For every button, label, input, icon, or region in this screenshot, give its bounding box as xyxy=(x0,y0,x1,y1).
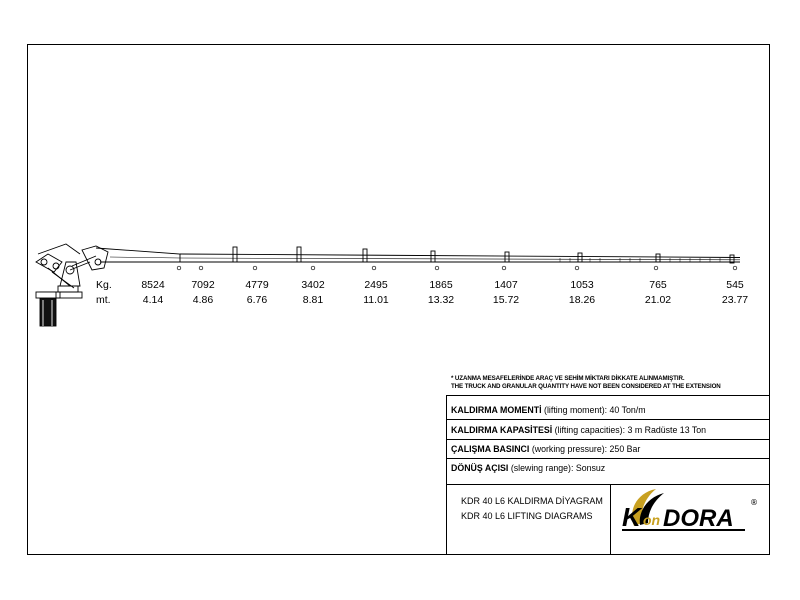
kg-value: 1053 xyxy=(570,279,594,291)
spec-lifting-capacity xyxy=(451,425,706,435)
spec-working-pressure xyxy=(451,444,640,454)
mt-value: 4.86 xyxy=(192,294,214,306)
note-english: THE TRUCK AND GRANULAR QUANTITY HAVE NOT BEEN CONSIDERED AT THE EXTENSION xyxy=(451,383,721,390)
kg-value: 4779 xyxy=(245,279,269,291)
outer-boom xyxy=(96,248,180,262)
spec-sub: (lifting moment) xyxy=(544,405,605,415)
spec-label: KALDIRMA MOMENTİ xyxy=(451,405,542,415)
spec-label: ÇALIŞMA BASINCI xyxy=(451,444,530,454)
diagram-title-en: KDR 40 L6 LIFTING DIAGRAMS xyxy=(461,511,593,521)
kg-label: Kg. xyxy=(96,279,112,291)
spec-divider xyxy=(446,458,770,459)
logo-letters-dora: DORA xyxy=(663,505,734,532)
kg-value: 765 xyxy=(649,279,667,291)
kg-value: 1865 xyxy=(429,279,453,291)
mt-row xyxy=(0,294,800,314)
spec-label: KALDIRMA KAPASİTESİ xyxy=(451,425,553,435)
mt-value: 15.72 xyxy=(492,294,520,306)
spec-value: : Sonsuz xyxy=(570,463,606,473)
mt-value: 18.26 xyxy=(568,294,596,306)
kondora-logo xyxy=(620,485,765,537)
logo-letters-on: on xyxy=(643,512,661,528)
spec-label: DÖNÜŞ AÇISI xyxy=(451,463,509,473)
mt-value: 4.14 xyxy=(142,294,164,306)
spec-sub: (slewing range) xyxy=(510,463,571,473)
spec-slewing-range xyxy=(451,463,605,473)
logo-letter-k: K xyxy=(622,502,641,532)
hook-points xyxy=(177,266,737,270)
kg-value: 7092 xyxy=(191,279,215,291)
diagram-title-tr: KDR 40 L6 KALDIRMA DİYAGRAM xyxy=(461,496,603,506)
kg-value: 1407 xyxy=(494,279,518,291)
spec-value: : 3 m Radüste 13 Ton xyxy=(622,425,707,435)
spec-lifting-moment xyxy=(451,405,646,415)
registered-icon: ® xyxy=(750,498,758,507)
mt-value: 6.76 xyxy=(246,294,268,306)
mt-value: 13.32 xyxy=(427,294,455,306)
note-turkish: * UZANMA MESAFELERİNDE ARAÇ VE SEHİM MİKTARI DİKKATE ALINMAMIŞTIR. xyxy=(451,375,685,382)
spec-divider xyxy=(446,439,770,440)
extension-hatch xyxy=(560,258,720,262)
spec-sub: (working pressure) xyxy=(531,444,605,454)
mt-value: 21.02 xyxy=(644,294,672,306)
mt-value: 23.77 xyxy=(721,294,749,306)
mt-value: 8.81 xyxy=(302,294,324,306)
spec-divider xyxy=(446,419,770,420)
spec-sub: (lifting capacities) xyxy=(554,425,623,435)
mt-label: mt. xyxy=(96,294,111,306)
kg-value: 3402 xyxy=(301,279,325,291)
title-block-divider xyxy=(610,484,611,555)
kg-value: 8524 xyxy=(141,279,165,291)
kg-value: 545 xyxy=(726,279,744,291)
mt-value: 11.01 xyxy=(363,294,389,306)
spec-value: : 40 Ton/m xyxy=(604,405,646,415)
main-boom-link xyxy=(38,244,80,254)
crane-knuckle xyxy=(82,246,108,270)
spec-value: : 250 Bar xyxy=(604,444,641,454)
kg-value: 2495 xyxy=(364,279,388,291)
